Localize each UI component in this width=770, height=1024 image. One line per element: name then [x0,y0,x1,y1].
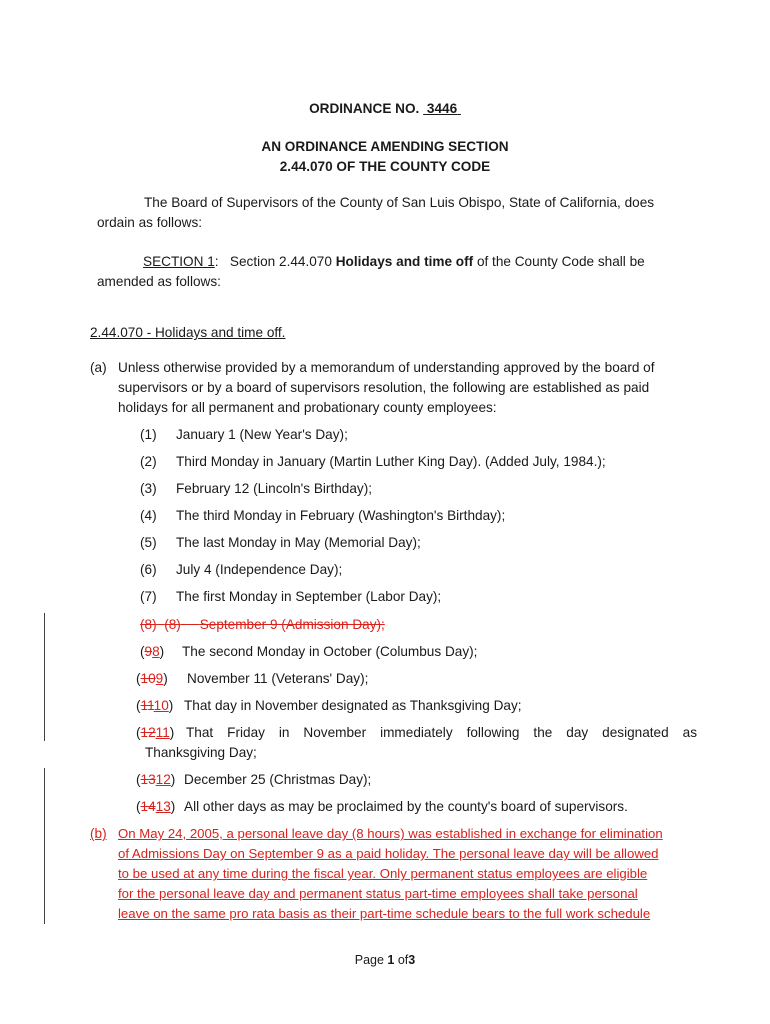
new-number: 9 [155,671,164,686]
paren-open: ( [136,772,141,787]
holiday-text: The last Monday in May (Memorial Day); [176,535,421,550]
paren-open: ( [136,671,141,686]
heading-line-2: 2.44.070 OF THE COUNTY CODE [279,159,491,174]
para-b-marker: (b) [90,826,107,841]
holiday-text: The third Monday in February (Washington's Birthday); [176,508,506,523]
old-number: 12 [140,725,156,740]
deleted-num-b: (8) [164,617,181,632]
page-word: Page [354,953,384,967]
holiday-num: (6) [140,562,157,577]
intro-line-2: ordain as follows: [97,215,203,230]
new-number: 12 [155,772,171,787]
new-number: 10 [153,698,169,713]
section1-label: SECTION 1 [143,254,215,269]
section1-bold: Holidays and time off [335,254,474,269]
new-number: 8 [152,644,160,659]
renumbered-item [140,644,164,659]
holiday-text: February 12 (Lincoln's Birthday); [176,481,373,496]
section1-text-b: of the County Code shall be [473,254,645,269]
deleted-holiday-item [140,617,385,632]
section1-colon: : [214,254,219,269]
change-bar-2 [44,768,45,924]
holiday-num: (1) [140,427,157,442]
holiday-text: January 1 (New Year's Day); [176,427,348,442]
para-a-line-2: supervisors or by a board of supervisors resolution, the following are established as paid [118,380,650,395]
change-bar-1 [44,613,45,741]
section1-text-a: Section 2.44.070 [229,254,336,269]
holiday-num: (4) [140,508,157,523]
renumbered-item [136,671,168,686]
renumbered-text: The second Monday in October (Columbus Day); [182,644,478,659]
paren-open: ( [140,644,145,659]
renumbered-item [136,772,175,787]
renumbered-text-continued: Thanksgiving Day; [145,745,257,760]
ordinance-number: 3446 [426,101,458,116]
renumbered-text: November 11 (Veterans' Day); [187,671,369,686]
deleted-num-a: (8) [140,617,157,632]
holiday-text: The first Monday in September (Labor Day); [176,589,442,604]
paren-close: ) [168,698,174,713]
holiday-num: (7) [140,589,157,604]
holiday-num: (5) [140,535,157,550]
paren-open: ( [136,698,141,713]
renumbered-item [136,698,173,713]
para-b-line-4: for the personal leave day and permanent status part-time employees shall take personal [118,886,638,901]
section1-line-1 [143,254,645,269]
page-total: 3 [408,953,416,967]
of-word: of [397,953,409,967]
paren-open: ( [136,799,141,814]
deleted-text: September 9 (Admission Day); [199,617,385,632]
renumbered-item [136,725,174,740]
renumbered-text: December 25 (Christmas Day); [184,772,372,787]
holiday-num: (2) [140,454,157,469]
para-b-line-1: On May 24, 2005, a personal leave day (8 hours) was established in exchange for elimination [118,826,663,841]
para-a-marker: (a) [90,360,107,375]
intro-line-1: The Board of Supervisors of the County of San Luis Obispo, State of California, does [144,195,655,210]
paren-close: ) [170,772,176,787]
paren-close: ) [169,725,175,740]
new-number: 13 [155,799,171,814]
para-b-line-5: leave on the same pro rata basis as their part-time schedule bears to the full work schedule [118,906,651,921]
para-a-line-3: holidays for all permanent and probationary county employees: [118,400,497,415]
page-footer [0,953,770,967]
holiday-num: (3) [140,481,157,496]
new-number: 11 [155,725,170,740]
old-number: 14 [140,799,156,814]
old-number: 9 [144,644,153,659]
old-number: 13 [140,772,156,787]
renumbered-item [136,799,175,814]
para-b-line-2: of Admissions Day on September 9 as a paid holiday. The personal leave day will be allowed [118,846,659,861]
paren-close: ) [163,671,168,686]
renumbered-text: That day in November designated as Thanksgiving Day; [184,698,522,713]
paren-open: ( [136,725,141,740]
heading-line-1: AN ORDINANCE AMENDING SECTION [261,139,509,154]
renumbered-text: All other days as may be proclaimed by the county's board of supervisors. [184,799,628,814]
ordinance-label: ORDINANCE NO. [309,101,420,116]
ordinance-title [0,101,770,116]
paren-close: ) [159,644,165,659]
paren-close: ) [170,799,176,814]
holiday-text: July 4 (Independence Day); [176,562,343,577]
section-heading: 2.44.070 - Holidays and time off. [90,325,286,340]
para-a-line-1: Unless otherwise provided by a memorandum of understanding approved by the board of [118,360,655,375]
section1-line-2: amended as follows: [97,274,221,289]
para-b-line-3: to be used at any time during the fiscal year. Only permanent status employees are eligible [118,866,648,881]
page-number: 1 [387,953,395,967]
renumbered-text: That Friday in November immediately following the day designated as [186,725,697,740]
old-number: 11 [140,698,154,713]
old-number: 10 [140,671,156,686]
holiday-text: Third Monday in January (Martin Luther King Day). (Added July, 1984.); [176,454,606,469]
